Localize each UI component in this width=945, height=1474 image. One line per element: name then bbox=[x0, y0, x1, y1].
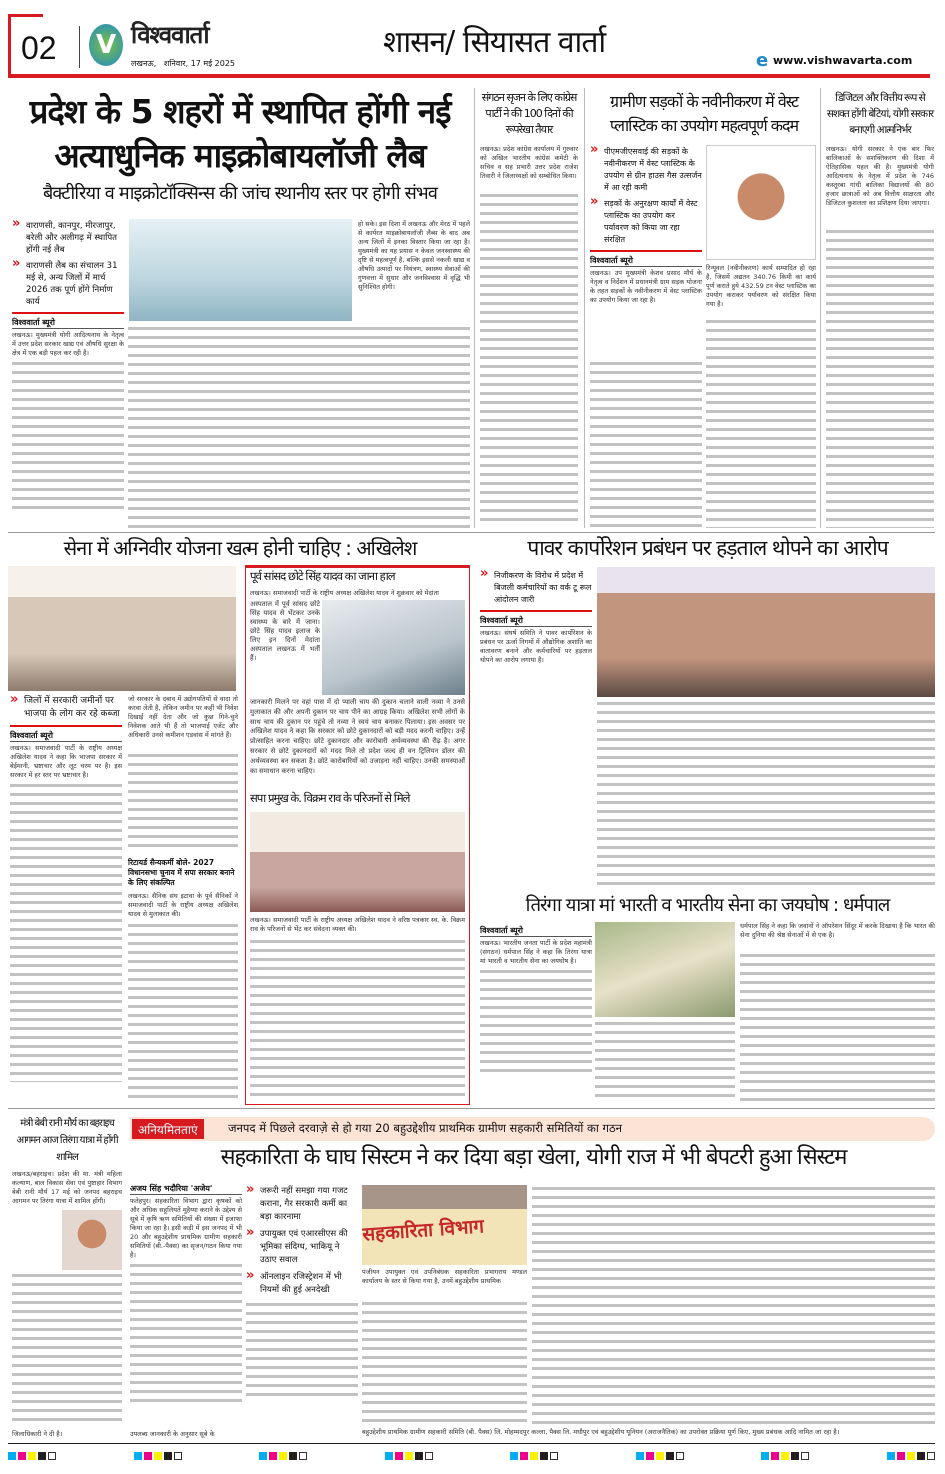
bureau-label: विश्ववार्ता ब्यूरो bbox=[12, 312, 124, 329]
bullet: » जिलों में सरकारी जमीनों पर भाजपा के लोग कर रहे कब्जा bbox=[10, 695, 122, 721]
agniveer-body-2: जो सरकार के दबाव में उद्योगपतियों से वादा तो करवा लेती है, लेकिन जमीन पर कहीं भी निवेश दिखाई नहीं देता और जो कुछ गिने-चुने निवेशक आते भी हैं तो भाजपाई एजेंट और अधिकारी उनसे कमीशन एडवांस में मांगते हैं। bbox=[128, 695, 238, 739]
minister-headline: मंत्री बेबी रानी मौर्य का बहराइच आगमन आज तिरंगा यात्रा में होंगी शामिल bbox=[16, 1118, 118, 1163]
bullet: » निजीकरण के विरोध में प्रदेश में बिजली कर्मचारियों का वर्क टू रूल आंदोलन जारी bbox=[480, 570, 592, 606]
masthead bbox=[8, 14, 930, 78]
power-headline: पावर कार्पोरेशन प्रबंधन पर हड़ताल थोपने का आरोप bbox=[527, 536, 888, 560]
digital-headline: डिजिटल और वित्तीय रूप से सशक्त होंगी बेटियां, योगी सरकार बनाएगी आत्मनिर्भर bbox=[826, 92, 934, 136]
minister-end: जिलाधिकारी ने दी है। bbox=[12, 1430, 63, 1438]
coop-body-2: बहुउद्देशीय प्राथमिक ग्रामीण सहकारी समिति (बी. पैक्स) लि. मोहम्मदपुर कल्ला, पैक्स लि. मधौपुर एवं बहुउद्देशीय यूनियन (अराजनैतिक) का उपरोक्त प्रक्रिया पूर्ण किए, मुख्य प्रबंधक आदि नामित जा रहा है। bbox=[362, 1428, 840, 1436]
roads-body: लखनऊ। उप मुख्यमंत्री केशव प्रसाद मौर्य के नेतृत्व व निर्देशन में प्रधानमंत्री ग्राम सड़क योजना के तहत सड़कों के नवीनीकरण में वेस्ट प्लास्टिक का उपयोग किया जा रहा है। bbox=[590, 269, 702, 304]
lead-body: लखनऊ। मुख्यमंत्री योगी आदित्यनाथ के नेतृत्व में उत्तर प्रदेश सरकार खाद्य एवं औषधि सुरक्षा के क्षेत्र में एक बड़ी पहल कर रही है। bbox=[12, 331, 124, 357]
minister-body: लखनऊ/बहराइच। प्रदेश की मा. मंत्री महिला कल्याण, बाल विकास सेवा एवं पुष्टाहार विभाग बेबी रानी मौर्य 17 मई को जनपद बहराइच आगमन पर तिरंगा यात्रा में शामिल होंगी। bbox=[12, 1170, 122, 1205]
roads-caption: रिन्यूवल (नवीनीकरण) कार्य सम्पादित हो रहा है, जिसमें अद्यतन 340.76 किमी का कार्य पूर्ण कराते हुये 432.59 टन वेस्ट प्लास्टिक का उपयोग कराकर पर्यावरण को संरक्षित किया गया है। bbox=[706, 264, 816, 308]
coop-headline: सहकारिता के घाघ सिस्टम ने कर दिया बड़ा खेला, योगी राज में भी बेपटरी हुआ सिस्टम bbox=[220, 1145, 847, 1170]
paper-name: विश्ववार्ता bbox=[131, 21, 209, 49]
box-headline: पूर्व सांसद छोटे सिंह यादव का जाना हाल bbox=[250, 569, 395, 583]
agniveer-body: लखनऊ। समाजवादी पार्टी के राष्ट्रीय अध्यक्ष अखिलेश यादव ने कहा कि भाजपा सरकार में बेईमानी, भ्रष्टाचार और लूट चरम पर है। इस सरकार में हर स्तर पर भ्रष्टाचार है। bbox=[10, 744, 122, 779]
bureau-label: विश्ववार्ता ब्यूरो bbox=[10, 725, 122, 742]
bullet: » वाराणसी लैब का संचालन 31 मई से, अन्य जिलों में मार्च 2026 तक पूर्ण होंगे निर्माण कार्य bbox=[12, 260, 124, 308]
bureau-label: विश्ववार्ता ब्यूरो bbox=[590, 250, 702, 267]
box-headline-2: सपा प्रमुख के. विक्रम राव के परिजनों से मिले bbox=[250, 791, 410, 805]
coop-caption: पंजीयन उपायुक्त एवं उपनिबंधक सहकारिता प्रभागराय मण्डल कार्यालय के स्तर से किया गया है, उनमें बहुउद्देशीय प्राथमिक bbox=[362, 1268, 527, 1285]
lead-body-2: हो सके। इस दिशा में लखनऊ और मेरठ में पहले से कार्यरत माइक्रोबायलॉजी लैब्स के बाद अब अन्य जिलों में इनका विस्तार किया जा रहा है। मुख्यमंत्री का यह प्रयास न केवल जनस्वास्थ्य की दृष्टि से महत्वपूर्ण है, बल्कि इससे नकली खाद्य व औषधि उत्पादों पर नियंत्रण, स्वास्थ्य सेवाओं की गुणवत्ता में सुधार और जनविश्वास में वृद्धि भी सुनिश्चित होगी। bbox=[358, 220, 470, 291]
page-number: 02 bbox=[21, 30, 57, 66]
bureau-label: विश्ववार्ता ब्यूरो bbox=[480, 922, 592, 937]
bullet: » जरूरी नहीं समझा गया गजट कराना, गैर सरकारी कर्मी का बड़ा कारनामा bbox=[246, 1185, 358, 1224]
bullet: » उपायुक्त एवं एआरसीएस की भूमिका संदिग्ध, भाकियू ने उठाए सवाल bbox=[246, 1228, 358, 1267]
ie-icon: e bbox=[756, 50, 769, 71]
protest-photo bbox=[597, 567, 935, 697]
lab-photo bbox=[129, 219, 352, 321]
registration-marks bbox=[8, 1452, 935, 1460]
bullet: » वाराणसी, कानपुर, मीरजापुर, बरेली और अलीगढ़ में स्थापित होंगी नई लैब bbox=[12, 220, 124, 256]
box-body: जानकारी मिलने पर वहां पास में दो प्याली चाय की दुकान चलाने वाली नव्या ने उनसे मुलाकात की और अपनी दुकान पर चाय पीने का आग्रह किया। अखिलेश सभी लोगों के साथ चाय की दुकान पर पहुंचे तो नव्या ने स्वयं चाय बनाकर पिलाया। इस अवसर पर अखिलेश यादव ने कहा कि सरकार को छोटे दुकानदारों को बड़ी मदद करनी चाहिए। उन्हें प्रोत्साहित करना चाहिए। छोटे दुकानदार और कारोबारी अर्थव्यवस्था की रीढ़ है। अगर सरकार से छोटे दुकानदारों को मदद मिले तो प्रदेश जल्द ही वन ट्रिलियन डॉलर की अर्थव्यवस्था बन सकता है। छोटे कारोबारियों को उजाड़ना नहीं चाहिए। उनकी समस्याओं का समाधान करना चाहिए। bbox=[250, 698, 465, 775]
agniveer-headline: सेना में अग्निवीर योजना खत्म होनी चाहिए : अखिलेश bbox=[63, 536, 417, 560]
website-link[interactable]: www.vishwavarta.com bbox=[773, 54, 913, 67]
bullet: » सड़कों के अनुरक्षण कार्यों में वेस्ट प्लास्टिक का उपयोग कर पर्यावरण को किया जा रहा संरक्षित bbox=[590, 198, 702, 246]
tiranga-body-2: धर्मपाल सिंह ने कहा कि जवानों ने ऑपरेशन सिंदूर में करके दिखाया है कि भारत की सेना दुनिया की श्रेष्ठ सेनाओं में से एक है। bbox=[740, 922, 935, 939]
family-meeting-photo bbox=[250, 812, 465, 912]
bureau-label: विश्ववार्ता ब्यूरो bbox=[480, 610, 592, 627]
box-side: अस्पताल में पूर्व सांसद छोटे सिंह यादव से भेंटकर उनके स्वास्थ्य के बारे में जाना। छोटे सिंह यादव इलाज के लिए इन दिनों मेदांता अस्पताल लखनऊ में भर्ती हैं। bbox=[250, 600, 320, 662]
tiranga-headline: तिरंगा यात्रा मां भारती व भारतीय सेना का जयघोष : धर्मपाल bbox=[525, 895, 890, 916]
bullet: » ऑनलाइन रजिस्ट्रेशन में भी नियमों की हुई अनदेखी bbox=[246, 1271, 358, 1297]
minister-portrait bbox=[706, 145, 816, 260]
section-title: शासन/ सियासत वार्ता bbox=[383, 25, 606, 60]
dateline: लखनऊ, शनिवार, 17 मई 2025 bbox=[131, 59, 236, 68]
digital-body: लखनऊ। योगी सरकार ने एक बार फिर बालिकाओं के सशक्तिकरण की दिशा में ऐतिहासिक पहल की है। मुख्यमंत्री योगी आदित्यनाथ के नेतृत्व में प्रदेश के 746 कस्तूरबा गांधी बालिका विद्यालयों की 80 हजार छात्राओं को अब वित्तीय साक्षरता और डिजिटल कुशलता का प्रशिक्षण दिया जाएगा। bbox=[826, 145, 934, 207]
lead-text-col1 bbox=[12, 360, 124, 510]
sign-text: सहकारिता विभाग bbox=[362, 1215, 485, 1246]
tiranga-photo bbox=[595, 922, 735, 1017]
coop-banner-text: जनपद में पिछले दरवाज़े से हो गया 20 बहुउद्देशीय प्राथमिक ग्रामीण सहकारी समितियों का गठन bbox=[228, 1121, 623, 1135]
agniveer-photo bbox=[8, 566, 236, 691]
tiranga-body: लखनऊ। भारतीय जनता पार्टी के प्रदेश महामंत्री (संगठन) धर्मपाल सिंह ने कहा कि तिरंगा यात्रा मां भारती व भारतीय सेना का जयघोष है। bbox=[480, 939, 592, 965]
power-body: लखनऊ। संघर्ष समिति ने पावर कार्पोरेशन के प्रबंधन पर ऊर्जा निगमों में औद्योगिक अशांति का वातावरण बनाने और कर्मचारियों पर हड़ताल थोपने का आरोप लगाया है। bbox=[480, 629, 592, 664]
cooperative-sign-photo bbox=[362, 1185, 527, 1265]
lead-text-columns bbox=[128, 325, 470, 530]
lead-bullets bbox=[12, 220, 124, 510]
roads-headline: ग्रामीण सड़कों के नवीनीकरण में वेस्ट प्लास्टिक का उपयोग महत्वपूर्ण कदम bbox=[609, 92, 799, 135]
box-body-2: लखनऊ। समाजवादी पार्टी के राष्ट्रीय अध्यक्ष अखिलेश यादव ने वरिष्ठ पत्रकार स्व. के. विक्रम राव के परिजनों से भेंट कर संवेदना व्यक्त की। bbox=[250, 916, 465, 933]
agniveer-sub-body: लखनऊ। सैनिक संघ इटावा के पूर्व सैनिकों ने समाजवादी पार्टी के राष्ट्रीय अध्यक्ष अखिलेश यादव से मुलाकात की। bbox=[128, 892, 238, 918]
coop-end: उपलब्ध जानकारी के अनुसार सूबे के bbox=[130, 1430, 215, 1438]
lead-subhead: बैक्टीरिया व माइक्रोटॉक्सिन्स की जांच स्थानीय स्तर पर होगी संभव bbox=[42, 183, 438, 204]
box-lead: लखनऊ। समाजवादी पार्टी के राष्ट्रीय अध्यक्ष अखिलेश यादव ने शुक्रवार को मेदांता bbox=[250, 589, 439, 597]
congress-body: लखनऊ। प्रदेश कांग्रेस कार्यालय में गुरुवार को अखिल भारतीय कांग्रेस कमेटी के सचिव व सह प्रभारी उत्तर प्रदेश राजेश तिवारी ने जिलाध्यक्षों को सम्बोधित किया। bbox=[480, 145, 578, 180]
agniveer-subhead: रिटायर्ड सैन्यकर्मी बोले- 2027 विधानसभा चुनाव में सपा सरकार बनाने के लिए संकल्पित bbox=[128, 858, 235, 887]
lead-headline: प्रदेश के 5 शहरों में स्थापित होंगी नई अत्याधुनिक माइक्रोबायलॉजी लैब bbox=[29, 92, 451, 175]
minister-photo bbox=[62, 1210, 122, 1270]
congress-headline: संगठन सृजन के लिए कांग्रेस पार्टी ने की 100 दिनों की रूपरेखा तैयार bbox=[481, 91, 577, 136]
coop-body: फतेहपुर। सहकारिता विभाग द्वारा कृषकों को और अधिक सहूलियतें मुहैय्या कराने के उद्देश्य से सूबे में कृषि ऋण समितियों की संख्या में इजाफा किया जा रहा है। इसी कड़ी में इस जनपद में भी 20 और बहुउद्देशीय प्राथमिक ग्रामीण सहकारी समितियों (बी.-पैक्स) का सृजन/गठन किया गया है। bbox=[130, 1197, 242, 1259]
byline: अजय सिंह भदौरिया 'अजेय' bbox=[130, 1183, 242, 1195]
bullet: » पीएमजीएसवाई की सड़कों के नवीनीकरण में वेस्ट प्लास्टिक के उपयोग से ग्रीन हाउस गैस उत्सर्जन में आ रही कमी bbox=[590, 146, 702, 194]
coop-tag: अनियमितताएं bbox=[132, 1119, 204, 1139]
logo-icon: V bbox=[89, 24, 123, 66]
hospital-photo bbox=[322, 600, 465, 695]
